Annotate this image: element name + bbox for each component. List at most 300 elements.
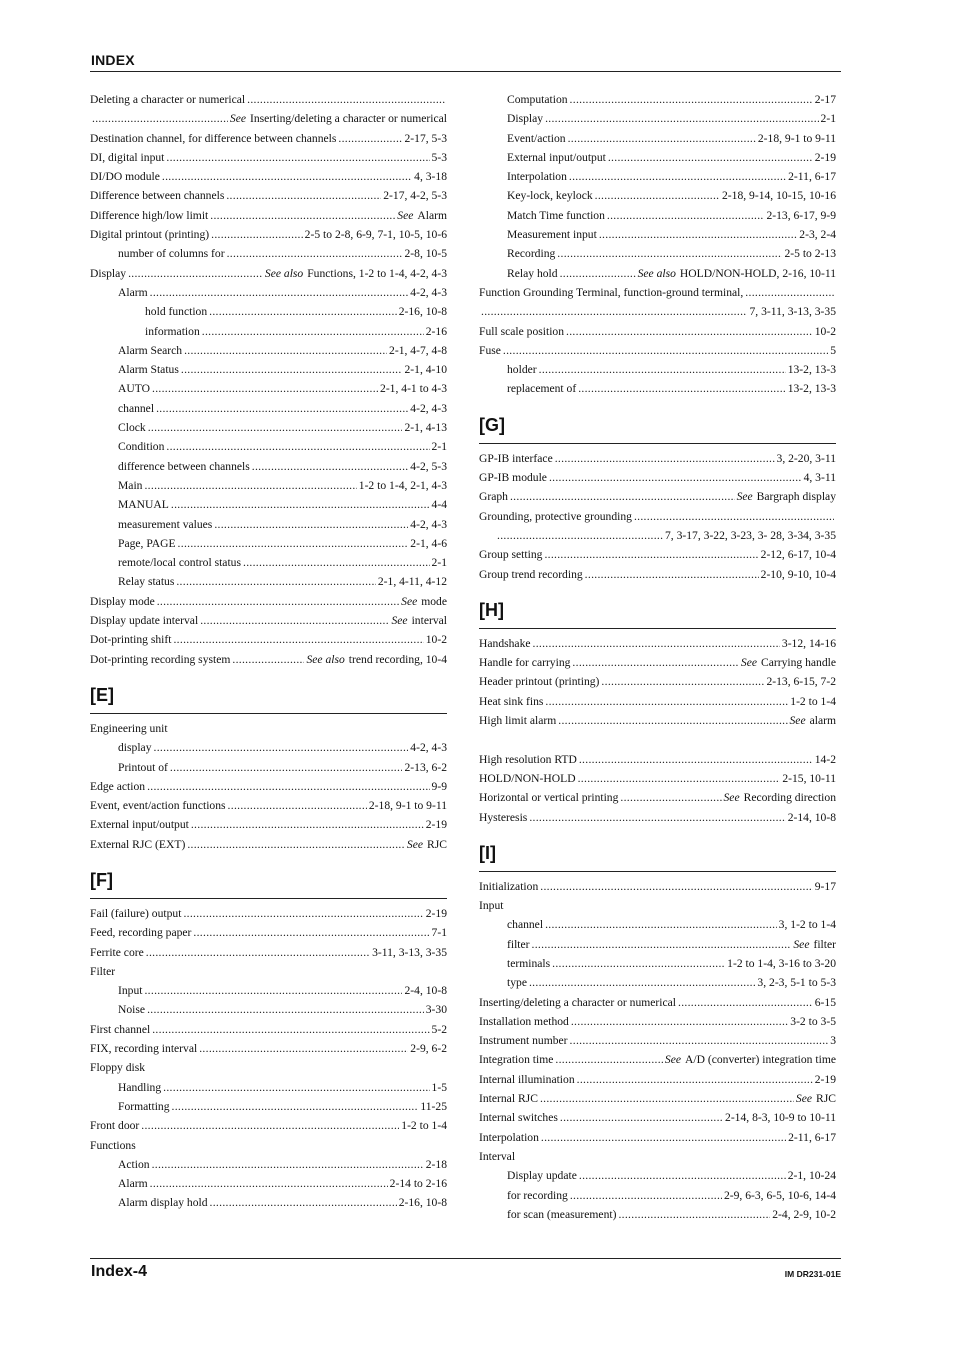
see-reference-label: See [229, 112, 246, 126]
index-entry [90, 926, 447, 945]
dot-leader [156, 402, 408, 415]
dot-leader [147, 780, 429, 793]
dot-leader [577, 1073, 813, 1086]
index-page-refs: 11-25 [420, 1099, 447, 1113]
dot-leader [595, 189, 720, 202]
dot-leader [541, 1131, 786, 1144]
dot-leader [571, 1015, 788, 1028]
dot-leader [210, 1196, 397, 1209]
index-entry [479, 791, 836, 810]
dot-leader [146, 946, 370, 959]
index-page-refs: 9-9 [431, 779, 447, 793]
index-page-refs: 3, 1-2 to 1-4 [778, 918, 836, 932]
index-term: difference between channels [118, 459, 250, 473]
index-page-refs: 2-17, 4-2, 5-3 [383, 189, 447, 203]
index-term: Interpolation [479, 1130, 539, 1144]
index-page-refs: 5-3 [431, 150, 447, 164]
index-entry [90, 209, 447, 228]
index-page-refs: 3-12, 14-16 [781, 636, 836, 650]
index-entry [479, 151, 836, 170]
index-page-refs: 4-2, 5-3 [410, 459, 447, 473]
see-reference-label: See [723, 791, 740, 805]
document-id: IM DR231-01E [784, 1269, 841, 1279]
index-entry [90, 325, 447, 344]
index-entry [479, 1111, 836, 1130]
index-term: measurement values [118, 517, 213, 531]
index-page-refs: 3-11, 3-13, 3-35 [372, 945, 447, 959]
see-reference-label: See [391, 614, 408, 628]
index-page-refs: 2-1 [431, 556, 447, 570]
dot-leader [560, 1111, 723, 1124]
dot-leader [152, 1023, 429, 1036]
index-term: Heat sink fins [479, 694, 544, 708]
index-term: Relay status [118, 575, 175, 589]
index-term: Display [90, 266, 127, 280]
dot-leader [162, 170, 412, 183]
index-entry [479, 1053, 836, 1072]
section-heading-label: [F] [90, 869, 113, 890]
header-rule [90, 71, 841, 72]
section-heading [479, 830, 836, 872]
see-reference-label: See [793, 937, 810, 951]
index-term: Header printout (printing) [479, 675, 600, 689]
index-term: Destination channel, for difference between channels [90, 131, 337, 145]
index-entry [479, 344, 836, 363]
dot-leader [544, 548, 758, 561]
index-page-refs: HOLD/NON-HOLD, 2-16, 10-11 [679, 266, 836, 280]
index-entry [90, 1042, 447, 1061]
index-term: External RJC (EXT) [90, 837, 186, 851]
index-term: Dot-printing shift [90, 633, 172, 647]
index-entry [90, 1081, 447, 1100]
dot-leader [540, 1092, 794, 1105]
index-entry [90, 421, 447, 440]
index-term: Interpolation [507, 170, 567, 184]
index-page-refs: 1-2 to 1-4, 3-16 to 3-20 [727, 956, 836, 970]
dot-leader [144, 984, 402, 997]
index-column-right [479, 93, 836, 1227]
index-entry [90, 761, 447, 780]
index-term: display [118, 741, 152, 755]
dot-leader [202, 325, 424, 338]
dot-leader [555, 1053, 663, 1066]
index-term: Display update [507, 1169, 577, 1183]
index-term: replacement of [507, 382, 577, 396]
index-entry [479, 490, 836, 509]
dot-leader [555, 452, 775, 465]
dot-leader [579, 753, 813, 766]
index-entry [90, 498, 447, 517]
dot-leader [585, 568, 759, 581]
index-entry [90, 382, 447, 401]
index-term: Interval [479, 1149, 516, 1163]
index-page-refs: 2-1, 4-10 [404, 363, 447, 377]
index-page-refs: 2-1, 4-1 to 4-3 [380, 382, 447, 396]
index-term: channel [507, 918, 544, 932]
index-term: Front door [90, 1119, 140, 1133]
blank-line [479, 733, 836, 752]
section-heading [479, 587, 836, 629]
dot-leader [608, 151, 813, 164]
index-entry [479, 286, 836, 305]
dot-leader [209, 305, 397, 318]
index-page-refs: 3, 2-3, 5-1 to 5-3 [757, 976, 836, 990]
index-term: HOLD/NON-HOLD [479, 771, 576, 785]
index-page-refs: mode [421, 594, 447, 608]
index-page-refs: RJC [427, 837, 447, 851]
see-reference-label: See [406, 837, 424, 851]
index-page-refs: RJC [816, 1092, 836, 1106]
see-reference-label: See also [264, 266, 304, 280]
index-entry [90, 1196, 447, 1215]
dot-leader [176, 575, 376, 588]
index-entry [90, 286, 447, 305]
index-term: Full scale position [479, 324, 565, 338]
section-heading-label: [H] [479, 599, 504, 620]
index-page-refs: 4-2, 4-3 [410, 517, 447, 531]
dot-leader [232, 653, 304, 666]
index-term: Relay hold [507, 266, 558, 280]
see-reference-label: See [740, 656, 757, 670]
index-entry [90, 595, 447, 614]
index-entry [479, 957, 836, 976]
index-entry [479, 918, 836, 937]
dot-leader [243, 556, 430, 569]
section-heading-label: [E] [90, 684, 114, 705]
index-term: Display update interval [90, 614, 199, 628]
index-term: Alarm display hold [118, 1196, 208, 1210]
index-page-refs: 2-3, 2-4 [799, 228, 836, 242]
index-term: FIX, recording interval [90, 1042, 198, 1056]
dot-leader [193, 926, 429, 939]
dot-leader [183, 907, 423, 920]
index-entry [90, 170, 447, 189]
index-term: Fail (failure) output [90, 906, 182, 920]
dot-leader [618, 1208, 770, 1221]
index-term: Noise [118, 1003, 146, 1017]
index-entry [479, 938, 836, 957]
index-term: GP-IB interface [479, 451, 553, 465]
index-entry [90, 722, 447, 741]
index-term: DI/DO module [90, 170, 160, 184]
index-entry [90, 479, 447, 498]
index-page-refs: 2-1, 4-11, 4-12 [377, 575, 447, 589]
index-page-refs: 2-4, 10-8 [404, 984, 447, 998]
index-page-refs: filter [813, 937, 836, 951]
index-entry [479, 510, 836, 529]
index-entry [479, 976, 836, 995]
dot-leader [154, 741, 409, 754]
index-entry [90, 189, 447, 208]
index-page-refs: 3, 2-20, 3-11 [776, 451, 836, 465]
index-entry [90, 518, 447, 537]
index-entry [479, 1131, 836, 1150]
index-entry [90, 780, 447, 799]
index-term: GP-IB module [479, 471, 547, 485]
index-page-refs: 2-5 to 2-8, 6-9, 7-1, 10-5, 10-6 [304, 228, 447, 242]
section-heading [479, 402, 836, 444]
dot-leader [163, 1081, 429, 1094]
dot-leader [678, 996, 813, 1009]
dot-leader [226, 189, 381, 202]
index-term: Main [118, 478, 143, 492]
index-entry [90, 537, 447, 556]
section-heading [90, 857, 447, 899]
index-entry [90, 556, 447, 575]
footer-rule [90, 1258, 841, 1259]
index-page-refs: 2-8, 10-5 [404, 247, 447, 261]
index-term: Floppy disk [90, 1061, 146, 1075]
index-page-refs: 3 [830, 1034, 836, 1048]
see-reference-label: See [401, 594, 418, 608]
index-entry [479, 1150, 836, 1169]
dot-leader [152, 1158, 424, 1171]
index-term: Key-lock, keylock [507, 189, 593, 203]
index-page-refs: 2-13, 6-2 [404, 760, 447, 774]
index-page-refs: 2-16, 10-8 [398, 1196, 447, 1210]
index-entry [90, 1139, 447, 1158]
index-page-refs: 2-19 [425, 818, 447, 832]
index-term: Handling [118, 1080, 162, 1094]
index-entry [90, 267, 447, 286]
index-page-refs: 2-9, 6-2 [410, 1042, 447, 1056]
index-page-refs: 2-1 [431, 440, 447, 454]
index-entry [479, 1208, 836, 1227]
index-entry [479, 305, 836, 324]
index-page-refs: Recording direction [743, 791, 836, 805]
index-term: Function Grounding Terminal, function-ground terminal, [479, 285, 744, 299]
index-page-refs: trend recording, 10-4 [348, 652, 447, 666]
dot-leader [529, 811, 785, 824]
index-entry [90, 818, 447, 837]
index-page-refs: 2-19 [425, 906, 447, 920]
index-term: for scan (measurement) [507, 1207, 617, 1221]
index-term: Printout of [118, 760, 168, 774]
index-page-refs: 10-2 [814, 324, 836, 338]
index-term: Engineering unit [90, 721, 168, 735]
index-entry [90, 946, 447, 965]
index-page-refs: 2-18, 9-1 to 9-11 [368, 799, 447, 813]
index-page-refs: 2-13, 6-15, 7-2 [766, 675, 836, 689]
index-term: Ferrite core [90, 945, 144, 959]
dot-leader [560, 267, 636, 280]
index-entry [90, 247, 447, 266]
dot-leader [620, 791, 721, 804]
index-page-refs: 2-16, 10-8 [398, 305, 447, 319]
index-entry [90, 305, 447, 324]
index-term: Input [479, 899, 504, 913]
index-entry [90, 741, 447, 760]
index-page-refs: 7, 3-17, 3-22, 3-23, 3- 28, 3-34, 3-35 [665, 528, 836, 542]
dot-leader [200, 614, 389, 627]
index-entry [479, 529, 836, 548]
index-term: External input/output [507, 150, 606, 164]
index-term: Group setting [479, 548, 543, 562]
dot-leader [579, 1169, 786, 1182]
page-header-title: INDEX [91, 52, 135, 68]
index-term: Handshake [479, 636, 531, 650]
dot-leader [545, 112, 818, 125]
index-term: Clock [118, 421, 146, 435]
index-entry [479, 996, 836, 1015]
index-entry [479, 189, 836, 208]
dot-leader [181, 363, 403, 376]
index-page-refs: 4-2, 4-3 [410, 285, 447, 299]
index-entry [90, 965, 447, 984]
dot-leader [172, 1100, 419, 1113]
dot-leader [178, 537, 409, 550]
index-entry [479, 548, 836, 567]
index-term: Functions [90, 1138, 136, 1152]
index-term: Internal RJC [479, 1092, 538, 1106]
index-page-refs: 2-14, 8-3, 10-9 to 10-11 [725, 1111, 836, 1125]
index-page-refs: 2-5 to 2-13 [784, 247, 836, 261]
index-page-refs: 4-4 [431, 498, 447, 512]
index-entry [90, 614, 447, 633]
index-term: Group trend recording [479, 567, 583, 581]
index-entry [479, 1073, 836, 1092]
index-term: Difference between channels [90, 189, 225, 203]
index-page-refs: 4-2, 4-3 [410, 401, 447, 415]
dot-leader [191, 818, 424, 831]
index-page-refs: 2-18, 9-14, 10-15, 10-16 [722, 189, 836, 203]
index-page-refs: Carrying handle [760, 656, 836, 670]
index-entry [90, 132, 447, 151]
index-term: Integration time [479, 1053, 554, 1067]
dot-leader [211, 228, 303, 241]
dot-leader [566, 325, 813, 338]
dot-leader [533, 637, 780, 650]
index-entry [479, 247, 836, 266]
dot-leader [634, 510, 834, 523]
dot-leader [570, 93, 813, 106]
dot-leader [150, 1177, 388, 1190]
index-term: Fuse [479, 343, 501, 357]
index-entry [479, 1015, 836, 1034]
index-term: Handle for carrying [479, 656, 571, 670]
index-term: External input/output [90, 818, 189, 832]
dot-leader [599, 228, 797, 241]
index-page-refs: 2-17 [814, 93, 836, 106]
dot-leader [128, 267, 263, 280]
dot-leader [481, 305, 747, 318]
dot-leader [166, 440, 429, 453]
index-term: High resolution RTD [479, 752, 577, 766]
dot-leader [150, 286, 409, 299]
index-term: Installation method [479, 1014, 569, 1028]
index-term: First channel [90, 1022, 151, 1036]
dot-leader [745, 286, 834, 299]
index-page-refs: 2-1 [820, 112, 836, 126]
index-page-refs: 7-1 [431, 926, 447, 940]
dot-leader [252, 460, 409, 473]
dot-leader [214, 518, 408, 531]
index-entry [479, 228, 836, 247]
index-page-refs: 2-17, 5-3 [404, 131, 447, 145]
index-page-refs: 14-2 [814, 752, 836, 766]
index-page-refs: 5-2 [431, 1022, 447, 1036]
index-term: Graph [479, 490, 508, 504]
dot-leader [147, 1003, 424, 1016]
index-page-refs: 2-19 [814, 1072, 836, 1086]
index-page-refs: 2-13, 6-17, 9-9 [766, 208, 836, 222]
index-entry [90, 402, 447, 421]
dot-leader [578, 772, 781, 785]
dot-leader [540, 880, 812, 893]
index-term: High limit alarm [479, 714, 557, 728]
dot-leader [529, 976, 755, 989]
index-page-refs: 2-9, 6-3, 6-5, 10-6, 14-4 [723, 1188, 836, 1202]
dot-leader [558, 714, 787, 727]
dot-leader [227, 247, 403, 260]
index-entry [479, 1092, 836, 1111]
page-number: Index-4 [91, 1263, 148, 1280]
index-term: Feed, recording paper [90, 926, 192, 940]
index-page-refs: 2-14 to 2-16 [389, 1177, 447, 1191]
index-entry [479, 1169, 836, 1188]
index-entry [90, 1061, 447, 1080]
index-term: holder [507, 363, 537, 377]
index-entry [90, 1100, 447, 1119]
index-page-refs: 2-14, 10-8 [787, 810, 836, 824]
index-term: Inserting/deleting a character or numerical [479, 995, 676, 1009]
index-entry [479, 568, 836, 587]
index-term: MANUAL [118, 498, 169, 512]
dot-leader [572, 656, 738, 669]
index-entry [90, 1003, 447, 1022]
index-term: Alarm [118, 285, 148, 299]
dot-leader [144, 479, 356, 492]
index-term: Formatting [118, 1099, 170, 1113]
index-term: Display mode [90, 594, 155, 608]
dot-leader [503, 344, 828, 357]
index-entry [479, 637, 836, 656]
dot-leader [152, 382, 378, 395]
index-term: type [507, 976, 527, 990]
index-entry [479, 1034, 836, 1053]
index-term: Internal illumination [479, 1072, 575, 1086]
dot-leader [173, 633, 423, 646]
index-page-refs: 2-18, 9-1 to 9-11 [757, 131, 836, 145]
dot-leader [157, 595, 399, 608]
dot-leader [552, 957, 725, 970]
index-page-refs: 13-2, 13-3 [787, 363, 836, 377]
index-entry [479, 452, 836, 471]
index-term: hold function [145, 305, 208, 319]
index-entry [90, 112, 447, 131]
index-page-refs: 2-1, 10-24 [787, 1169, 836, 1183]
section-heading [90, 672, 447, 714]
index-entry [90, 838, 447, 857]
dot-leader [141, 1119, 399, 1132]
index-page-refs: Inserting/deleting a character or numerical [250, 112, 447, 126]
dot-leader [184, 344, 387, 357]
index-page-refs: 2-1, 4-6 [410, 536, 447, 550]
index-term: Horizontal or vertical printing [479, 791, 619, 805]
dot-leader [545, 918, 777, 931]
index-page-refs: 13-2, 13-3 [787, 382, 836, 396]
index-term: Initialization [479, 879, 539, 893]
index-term: Event/action [507, 131, 566, 145]
index-entry [90, 93, 447, 112]
index-entry [479, 675, 836, 694]
index-page-refs: 2-12, 6-17, 10-4 [760, 548, 836, 562]
index-page-refs: 2-1, 4-7, 4-8 [389, 343, 447, 357]
index-entry [479, 209, 836, 228]
index-page-refs: 1-2 to 1-4 [790, 694, 836, 708]
index-term: Dot-printing recording system [90, 652, 231, 666]
index-entry [90, 1023, 447, 1042]
